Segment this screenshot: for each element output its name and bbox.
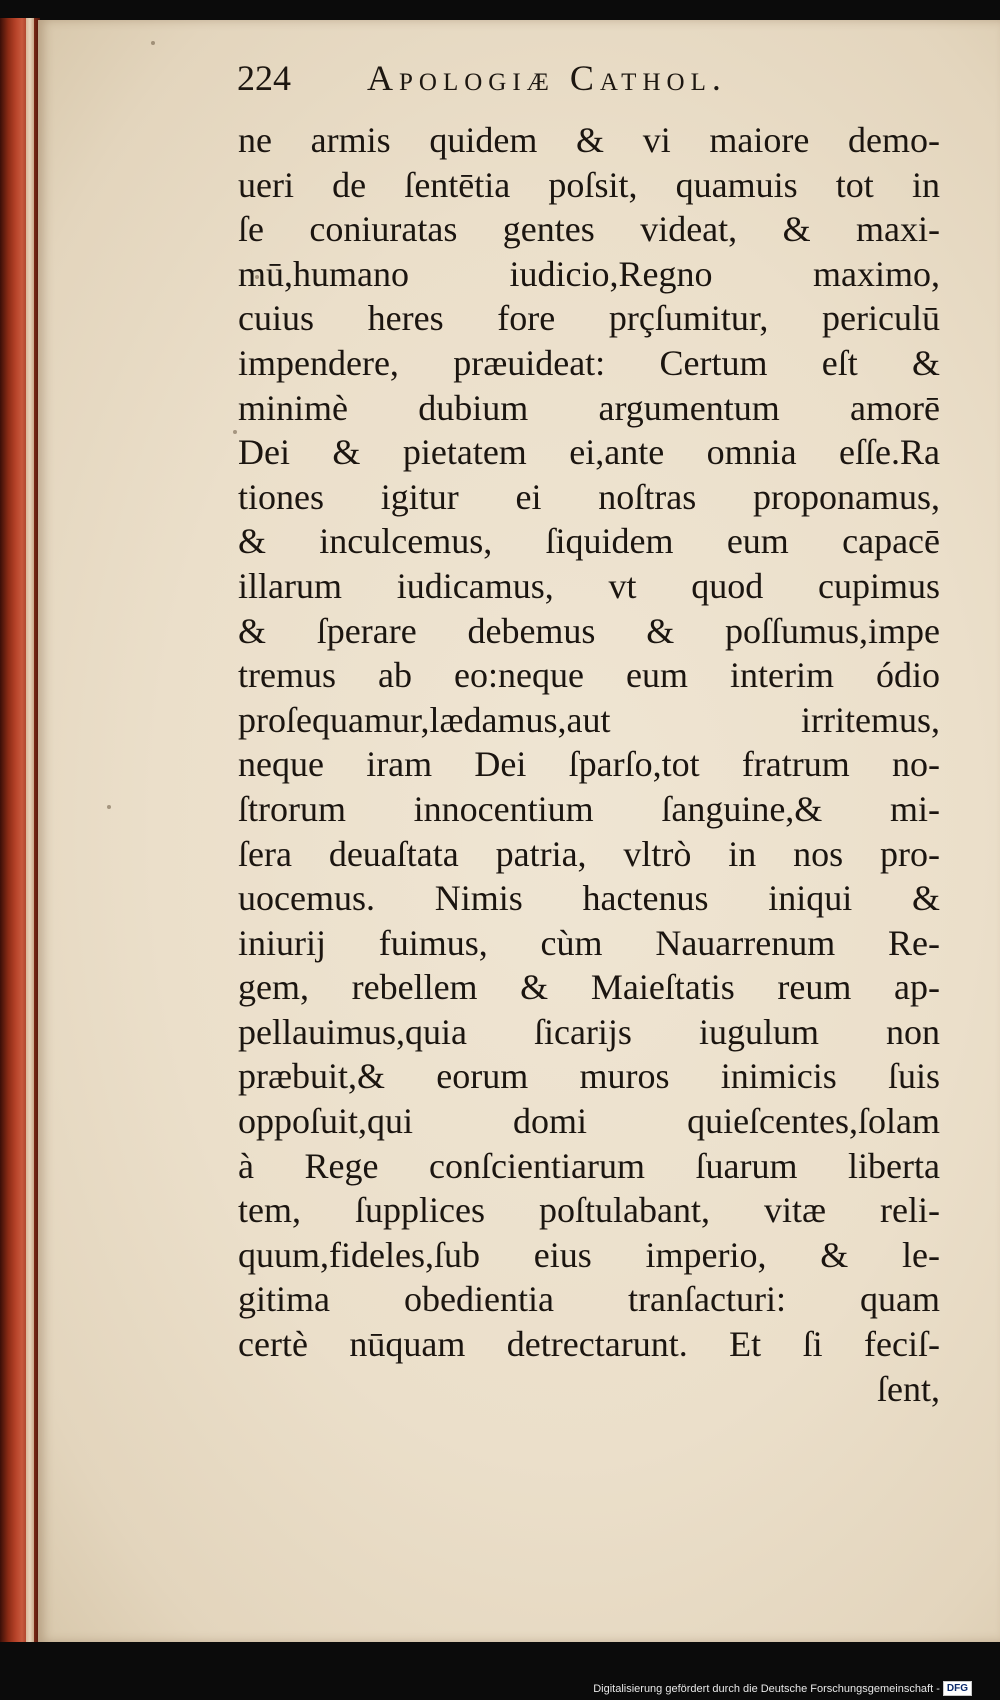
text-line: oppoſuit,qui domi quieſcentes,ſolam [238, 1101, 940, 1142]
text-line: ſent, [877, 1368, 940, 1409]
text-line: & ſperare debemus & poſſumus,impe [238, 610, 940, 651]
text-line: iniurij fuimus, cùm Nauarrenum Re- [238, 922, 940, 963]
page-number: 224 [237, 58, 291, 98]
text-line: tem, ſupplices poſtulabant, vitæ reli- [238, 1190, 940, 1231]
text-line: præbuit,& eorum muros inimicis ſuis [238, 1056, 940, 1097]
paper-speck [151, 41, 155, 45]
text-line: certè nūquam detrectarunt. Et ſi feciſ- [238, 1324, 940, 1365]
text-line: quum,fideles,ſub eius imperio, & le- [238, 1234, 940, 1275]
digitization-credit [593, 1681, 972, 1696]
text-line: pellauimus,quia ſicarijs iugulum non [238, 1011, 940, 1052]
text-line: Dei & pietatem ei,ante omnia eſſe.Ra [238, 432, 940, 473]
text-line: proſequamur,lædamus,aut irritemus, [238, 699, 940, 740]
text-line: ne armis quidem & vi maiore demo- [238, 120, 940, 160]
credit-text: Digitalisierung gefördert durch die Deutsche Forschungsgemeinschaft - [593, 1682, 940, 1695]
text-line: ſe coniuratas gentes videat, & maxi- [238, 209, 940, 250]
text-line: mū,humano iudicio,Regno maximo, [238, 253, 940, 294]
body-text [238, 118, 940, 1411]
running-head [237, 48, 917, 108]
text-line: ſera deuaſtata patria, vltrò in nos pro- [238, 833, 940, 874]
text-line: & inculcemus, ſiquidem eum capacē [238, 521, 940, 562]
text-line: tiones igitur ei noſtras proponamus, [238, 476, 940, 517]
paper-speck [107, 805, 111, 809]
text-line: à Rege conſcientiarum ſuarum liberta [238, 1145, 940, 1186]
text-line: tremus ab eo:neque eum interim ódio [238, 655, 940, 696]
text-line: neque iram Dei ſparſo,tot fratrum no- [238, 744, 940, 785]
book-spine-edge [0, 18, 40, 1643]
running-head-title: Apologiæ Cathol. [367, 58, 727, 98]
text-line: cuius heres fore prçſumitur, periculū [238, 298, 940, 339]
text-line: ueri de ſentētia poſsit, quamuis tot in [238, 164, 940, 205]
text-line: gitima obedientia tranſacturi: quam [238, 1279, 940, 1320]
text-line: gem, rebellem & Maieſtatis reum ap- [238, 967, 940, 1008]
text-line: illarum iudicamus, vt quod cupimus [238, 565, 940, 606]
text-line: minimè dubium argumentum amorē [238, 387, 940, 428]
paper-speck [233, 430, 237, 434]
dfg-logo: DFG [943, 1681, 972, 1696]
scanner-bottom-bar [0, 1642, 1000, 1700]
text-line: uocemus. Nimis hactenus iniqui & [238, 878, 940, 919]
text-line: impendere, præuideat: Certum eſt & [238, 342, 940, 383]
text-line: ſtrorum innocentium ſanguine,& mi- [238, 788, 940, 829]
